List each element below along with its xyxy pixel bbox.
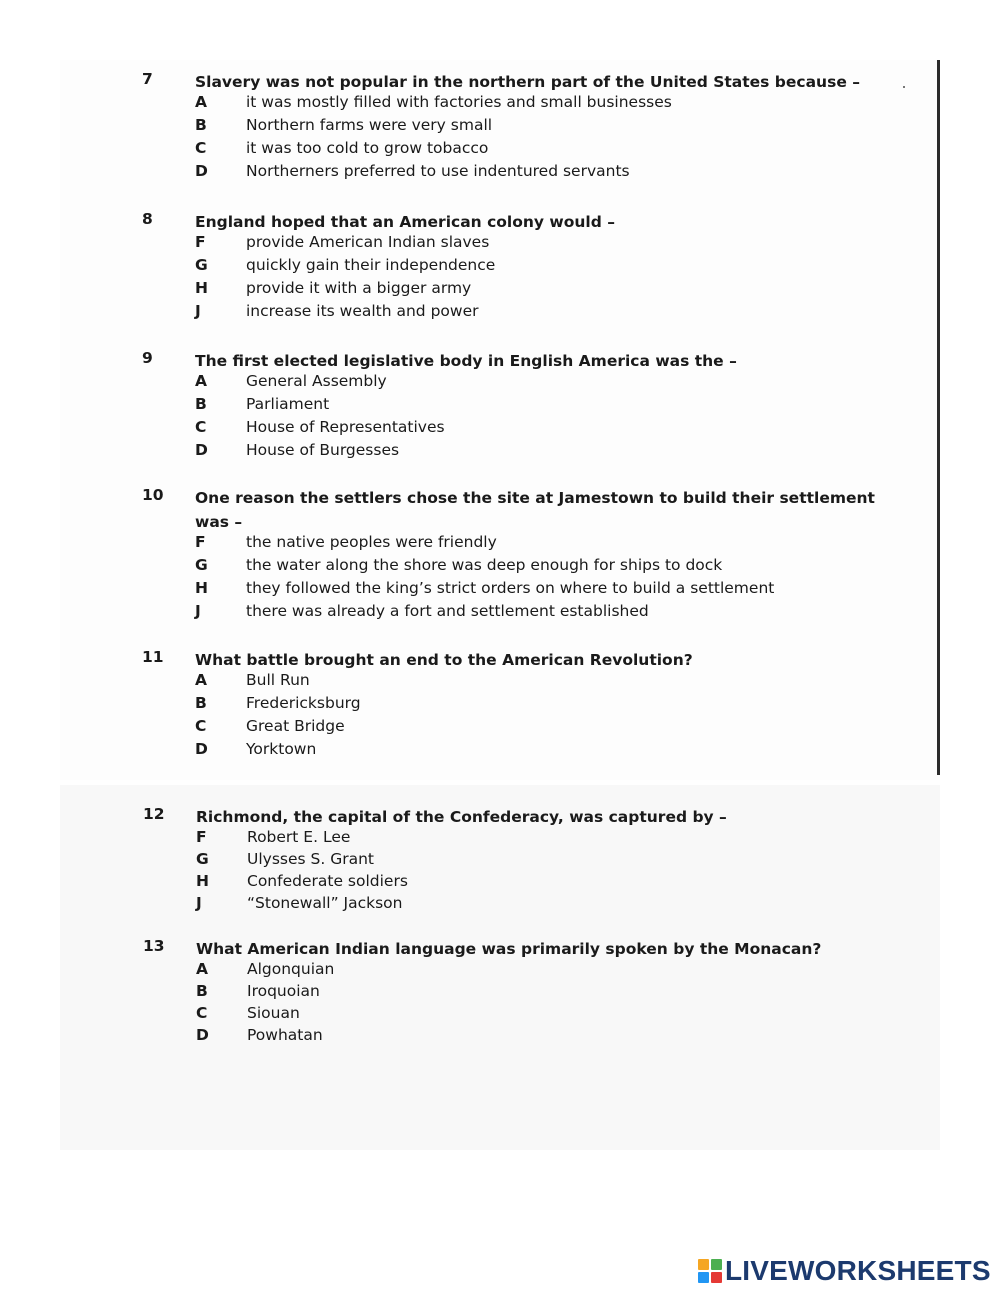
option-letter: A [195,671,207,689]
option-letter: J [195,602,201,620]
option-text: “Stonewall” Jackson [247,894,403,912]
option-letter: C [196,1004,208,1022]
question-number: 13 [143,937,165,955]
option-text: Bull Run [246,671,310,689]
question-stem: The first elected legislative body in English America was the – [195,352,737,370]
option-letter: J [195,302,201,320]
option-letter: B [195,694,207,712]
option-text: Fredericksburg [246,694,361,712]
option-letter: G [196,850,209,868]
logo-block [698,1272,709,1283]
scan-speck [903,86,905,88]
option-text: Northern farms were very small [246,116,493,134]
option-letter: A [195,372,207,390]
option-text: it was too cold to grow tobacco [246,139,489,157]
option-text: there was already a fort and settlement established [246,602,649,620]
question-number: 9 [142,349,153,367]
question-number: 12 [143,805,165,823]
option-letter: H [196,872,209,890]
option-letter: B [195,116,207,134]
question-number: 10 [142,486,164,504]
option-letter: C [195,717,207,735]
option-letter: H [195,579,208,597]
option-letter: A [195,93,207,111]
option-letter: B [196,982,208,1000]
option-text: House of Burgesses [246,441,400,459]
logo-block [711,1259,722,1270]
option-letter: G [195,256,208,274]
option-letter: D [196,1026,209,1044]
option-text: provide American Indian slaves [246,233,490,251]
option-letter: A [196,960,208,978]
option-letter: D [195,162,208,180]
question-number: 11 [142,648,164,666]
option-text: Parliament [246,395,330,413]
option-letter: F [195,233,206,251]
option-text: Great Bridge [246,717,345,735]
option-text: Iroquoian [247,982,320,1000]
liveworksheets-logo-icon [698,1259,722,1283]
option-text: Siouan [247,1004,300,1022]
question-stem: One reason the settlers chose the site at Jamestown to build their settlement was – [195,489,875,531]
brand-name: LIVEWORKSHEETS [725,1255,991,1286]
option-text: the water along the shore was deep enough for ships to dock [246,556,723,574]
option-text: it was mostly filled with factories and small businesses [246,93,672,111]
option-text: Northerners preferred to use indentured servants [246,162,630,180]
option-text: the native peoples were friendly [246,533,497,551]
question-stem: England hoped that an American colony would – [195,213,615,231]
option-letter: C [195,418,207,436]
margin-rule [937,60,940,775]
question-stem: What battle brought an end to the American Revolution? [195,651,693,669]
option-letter: F [196,828,207,846]
option-text: Confederate soldiers [247,872,408,890]
option-letter: D [195,441,208,459]
option-letter: G [195,556,208,574]
liveworksheets-logo[interactable] [698,1254,991,1288]
option-letter: J [196,894,202,912]
option-text: Ulysses S. Grant [247,850,374,868]
option-text: they followed the king’s strict orders on where to build a settlement [246,579,775,597]
option-text: General Assembly [246,372,387,390]
option-text: Yorktown [246,740,317,758]
option-letter: H [195,279,208,297]
logo-block [698,1259,709,1270]
question-number: 7 [142,70,153,88]
option-text: provide it with a bigger army [246,279,472,297]
option-text: House of Representatives [246,418,445,436]
option-text: Algonquian [247,960,335,978]
question-stem: Slavery was not popular in the northern part of the United States because – [195,73,860,91]
option-text: increase its wealth and power [246,302,479,320]
option-text: Robert E. Lee [247,828,351,846]
logo-block [711,1272,722,1283]
option-letter: C [195,139,207,157]
question-stem: What American Indian language was primarily spoken by the Monacan? [196,940,822,958]
question-stem: Richmond, the capital of the Confederacy, was captured by – [196,808,727,826]
scan-region-bottom [60,785,940,1150]
option-text: Powhatan [247,1026,323,1044]
option-text: quickly gain their independence [246,256,496,274]
question-number: 8 [142,210,153,228]
option-letter: F [195,533,206,551]
option-letter: D [195,740,208,758]
option-letter: B [195,395,207,413]
